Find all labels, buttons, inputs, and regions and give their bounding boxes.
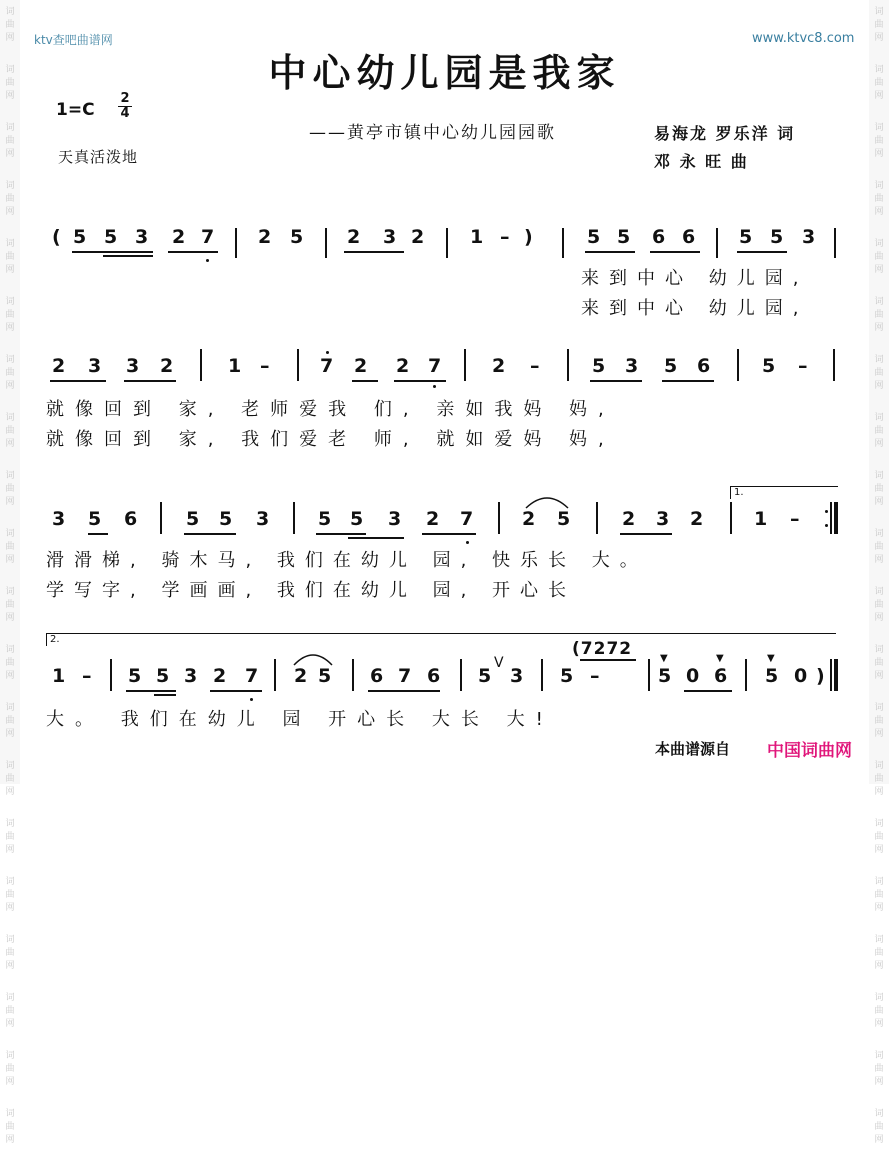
note: 5 <box>128 665 142 687</box>
note: 0 <box>686 665 700 687</box>
end-barline-thick <box>834 659 838 691</box>
beam <box>154 694 176 696</box>
barline <box>352 659 354 691</box>
note: – <box>530 355 540 377</box>
note: 3 <box>256 508 270 530</box>
footer-source-label: 本曲谱源自 <box>655 740 731 758</box>
barline <box>460 659 462 691</box>
note: 6 <box>370 665 384 687</box>
note: 0 <box>794 665 808 687</box>
meter-top: 2 <box>120 91 130 106</box>
lyric-line-1: 大。 我们在幼儿 园 开心长 大长 大! <box>46 709 554 730</box>
composer-credit: 邓 永 旺 曲 <box>654 152 749 171</box>
barline <box>235 228 237 258</box>
grace-notes: (7272 <box>572 639 633 659</box>
beam <box>344 251 404 253</box>
slur-arc <box>524 494 570 510</box>
barline <box>446 228 448 258</box>
beam <box>737 251 787 253</box>
lyric-line-2: 就像回到 家, 我们爱老 师, 就如爱妈 妈, <box>46 429 615 450</box>
note: 5 <box>739 226 753 248</box>
barline <box>498 502 500 534</box>
note: 3 <box>388 508 402 530</box>
note: 6 <box>682 226 696 248</box>
barline <box>648 659 650 691</box>
note: 6 <box>124 508 138 530</box>
accent-mark: ▼ <box>716 653 724 664</box>
note: 2 <box>258 226 272 248</box>
beam <box>124 380 176 382</box>
barline <box>562 228 564 258</box>
note: 5 <box>765 665 779 687</box>
note: 2 <box>347 226 361 248</box>
note: 5 <box>560 665 574 687</box>
note: 5 <box>156 665 170 687</box>
note: 2 <box>396 355 410 377</box>
note: 5 <box>658 665 672 687</box>
note: 2 <box>492 355 506 377</box>
breath-mark: V <box>494 655 504 671</box>
note: 2 <box>522 508 536 530</box>
barline <box>293 502 295 534</box>
beam <box>684 690 732 692</box>
note: 5 <box>290 226 304 248</box>
note: 6 <box>427 665 441 687</box>
note: 3 <box>52 508 66 530</box>
time-signature <box>118 92 132 121</box>
barline <box>730 502 732 534</box>
barline <box>464 349 466 381</box>
barline <box>110 659 112 691</box>
note: – <box>500 226 510 248</box>
note: 3 <box>184 665 198 687</box>
beam <box>348 537 404 539</box>
note: 7 <box>398 665 412 687</box>
lyric-line-1: 滑滑梯, 骑木马, 我们在幼儿 园, 快乐长 大。 <box>46 550 648 571</box>
barline <box>160 502 162 534</box>
note: 5 <box>557 508 571 530</box>
note: 3 <box>625 355 639 377</box>
beam <box>126 690 176 692</box>
note: 7 <box>201 226 215 248</box>
note: 3 <box>383 226 397 248</box>
note: 2 <box>160 355 174 377</box>
beam <box>352 380 378 382</box>
note: 1 <box>470 226 484 248</box>
note: 5 <box>318 508 332 530</box>
repeat-dot <box>825 510 828 513</box>
beam <box>316 533 366 535</box>
note: 5 <box>762 355 776 377</box>
lyric-line-2: 来到中心 幼儿园, <box>581 298 809 319</box>
barline <box>834 228 836 258</box>
note: 7 <box>428 355 442 377</box>
note: 2 <box>690 508 704 530</box>
tempo-marking: 天真活泼地 <box>58 148 139 166</box>
note: 2 <box>354 355 368 377</box>
note: 6 <box>697 355 711 377</box>
low-octave-dot <box>433 385 436 388</box>
barline <box>325 228 327 258</box>
beam <box>650 251 700 253</box>
note: 3 <box>656 508 670 530</box>
beam <box>103 255 153 257</box>
beam <box>50 380 106 382</box>
beam <box>394 380 446 382</box>
beam <box>580 659 636 661</box>
watermark-top-left: ktv查吧曲谱网 <box>34 33 113 47</box>
note: 5 <box>770 226 784 248</box>
beam <box>88 533 108 535</box>
low-octave-dot <box>466 541 469 544</box>
note: 2 <box>294 665 308 687</box>
footer-brand-link[interactable]: 中国词曲网 <box>767 741 852 761</box>
note: 2 <box>622 508 636 530</box>
beam <box>662 380 714 382</box>
note: 6 <box>714 665 728 687</box>
barline <box>541 659 543 691</box>
note: 2 <box>172 226 186 248</box>
meter-bottom: 4 <box>118 106 132 121</box>
beam <box>590 380 642 382</box>
note: 5 <box>587 226 601 248</box>
volta-first-ending: 1. <box>730 486 838 499</box>
barline <box>745 659 747 691</box>
beam <box>585 251 635 253</box>
beam <box>168 251 218 253</box>
note: 5 <box>350 508 364 530</box>
note: 5 <box>219 508 233 530</box>
slur-arc <box>292 651 334 667</box>
note: 5 <box>104 226 118 248</box>
note: 1 <box>52 665 66 687</box>
note: 6 <box>652 226 666 248</box>
note: – <box>790 508 800 530</box>
end-barline-thin <box>830 659 832 691</box>
barline <box>297 349 299 381</box>
key-signature: 1=C <box>56 100 95 120</box>
watermark-top-right: www.ktvc8.com <box>752 31 855 46</box>
note: 3 <box>126 355 140 377</box>
side-watermark-left: 词 曲 网 词 曲 网 词 曲 网 词 曲 网 词 曲 网 词 曲 网 词 曲 网 词 曲 网 词 曲 网 词 曲 网 词 曲 网 词 曲 网 词 曲 网 词 曲 网 词 曲 网 词 曲 网 词 曲 网 词 曲 网 词 曲 网 词 曲 网 <box>0 0 20 784</box>
note: 1 <box>754 508 768 530</box>
note: ) <box>816 665 825 687</box>
note: – <box>82 665 92 687</box>
repeat-barline-thick <box>834 502 838 534</box>
note: 2 <box>411 226 425 248</box>
note: ( <box>52 226 61 248</box>
barline <box>596 502 598 534</box>
barline <box>200 349 202 381</box>
beam <box>103 251 153 253</box>
note: 2 <box>213 665 227 687</box>
low-octave-dot <box>206 259 209 262</box>
note: – <box>590 665 600 687</box>
note: 2 <box>52 355 66 377</box>
note: 5 <box>73 226 87 248</box>
note: 7 <box>460 508 474 530</box>
note: 3 <box>88 355 102 377</box>
note: 2 <box>426 508 440 530</box>
lyric-line-1: 来到中心 幼儿园, <box>581 268 809 289</box>
note: 5 <box>478 665 492 687</box>
repeat-barline-thin <box>830 502 832 534</box>
repeat-dot <box>825 524 828 527</box>
note: 5 <box>186 508 200 530</box>
note: 3 <box>135 226 149 248</box>
barline <box>833 349 835 381</box>
note: 5 <box>617 226 631 248</box>
beam <box>368 690 440 692</box>
note: 3 <box>510 665 524 687</box>
beam <box>620 533 672 535</box>
volta-second-ending: 2. <box>46 633 836 646</box>
note: 7 <box>320 355 334 377</box>
beam <box>422 533 476 535</box>
note: 5 <box>88 508 102 530</box>
accent-mark: ▼ <box>660 653 668 664</box>
note: 1 <box>228 355 242 377</box>
note: 5 <box>318 665 332 687</box>
note: – <box>798 355 808 377</box>
barline <box>716 228 718 258</box>
lyric-line-2: 学写字, 学画画, 我们在幼儿 园, 开心长 <box>46 580 577 601</box>
beam <box>210 690 262 692</box>
low-octave-dot <box>250 698 253 701</box>
note: 7 <box>245 665 259 687</box>
grace-notes-text: 7272 <box>580 639 633 659</box>
barline <box>567 349 569 381</box>
accent-mark: ▼ <box>767 653 775 664</box>
spacer <box>325 352 328 355</box>
lyric-line-1: 就像回到 家, 老师爱我 们, 亲如我妈 妈, <box>46 399 615 420</box>
lyricist-credit: 易海龙 罗乐洋 词 <box>654 124 796 143</box>
note: 3 <box>802 226 816 248</box>
barline <box>274 659 276 691</box>
note: 5 <box>664 355 678 377</box>
song-subtitle: ——黄亭市镇中心幼儿园园歌 <box>309 123 556 143</box>
note: 5 <box>592 355 606 377</box>
note: – <box>260 355 270 377</box>
barline <box>737 349 739 381</box>
song-title: 中心幼儿园是我家 <box>268 51 621 95</box>
note: ) <box>524 226 533 248</box>
side-watermark-right: 词 曲 网 词 曲 网 词 曲 网 词 曲 网 词 曲 网 词 曲 网 词 曲 网 词 曲 网 词 曲 网 词 曲 网 词 曲 网 词 曲 网 词 曲 网 词 曲 网 词 曲 网 词 曲 网 词 曲 网 词 曲 网 词 曲 网 词 曲 网 <box>869 0 889 784</box>
beam <box>184 533 236 535</box>
